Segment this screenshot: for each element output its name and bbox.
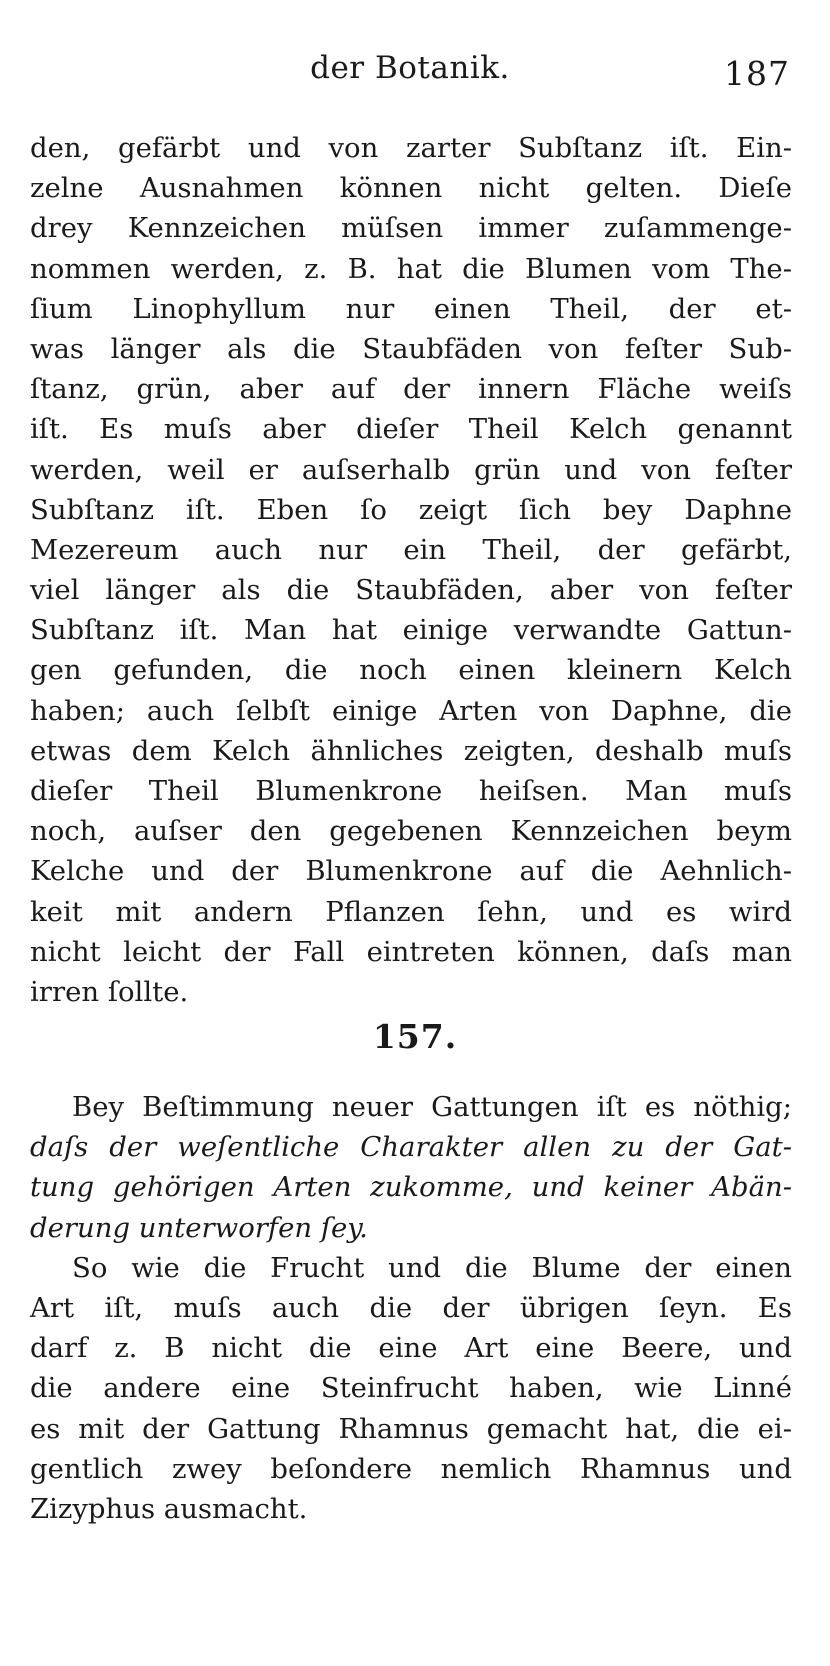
- text-line: drey Kennzeichen müſsen immer zuſammenge-: [30, 212, 792, 245]
- text-line: Zizyphus ausmacht.: [30, 1492, 308, 1525]
- text-line: werden, weil er auſserhalb grün und von feſter: [30, 453, 792, 486]
- text-line: keit mit andern Pflanzen ſehn, und es wird: [30, 895, 792, 928]
- page-header: [30, 50, 790, 93]
- text-line: nicht leicht der Fall eintreten können, daſs man: [30, 935, 792, 968]
- text-line: Art iſt, muſs auch die der übrigen ſeyn. Es: [30, 1291, 792, 1324]
- section-body: [30, 1087, 792, 1529]
- italic-text-line: daſs der weſentliche Charakter allen zu der Gat-: [30, 1131, 792, 1164]
- text-line: Subſtanz iſt. Man hat einige verwandte Gattun-: [30, 614, 792, 647]
- text-line: viel länger als die Staubfäden, aber von feſter: [30, 574, 792, 607]
- text-line: Mezereum auch nur ein Theil, der gefärbt,: [30, 533, 792, 566]
- text-line: Kelche und der Blumenkrone auf die Aehnlich-: [30, 855, 792, 888]
- text-line: etwas dem Kelch ähnliches zeigten, deshalb muſs: [30, 734, 792, 767]
- text-line: irren ſollte.: [30, 975, 189, 1008]
- paragraph-continued: [30, 128, 792, 1012]
- text-line: ſtanz, grün, aber auf der innern Fläche weiſs: [30, 373, 792, 406]
- italic-text-line: derung unterworfen ſey.: [30, 1211, 368, 1244]
- text-line: die andere eine Steinfrucht haben, wie Linné: [30, 1372, 792, 1405]
- text-line: den, gefärbt und von zarter Subſtanz iſt. Ein-: [30, 132, 792, 164]
- text-line: was länger als die Staubfäden von feſter Sub-: [30, 332, 792, 365]
- running-title: der Botanik.: [310, 50, 510, 86]
- text-line: Bey Beſtimmung neuer Gattungen iſt es nöthig;: [72, 1091, 792, 1123]
- text-line: dieſer Theil Blumenkrone heiſsen. Man muſs: [30, 775, 792, 807]
- text-line: haben; auch ſelbſt einige Arten von Daphne, die: [30, 694, 792, 727]
- text-line: Subſtanz iſt. Eben ſo zeigt ſich bey Daphne: [30, 493, 792, 526]
- text-line: gentlich zwey beſondere nemlich Rhamnus und: [30, 1452, 792, 1485]
- text-line: nommen werden, z. B. hat die Blumen vom The-: [30, 252, 792, 285]
- italic-text-line: tung gehörigen Arten zukomme, und keiner Abän-: [30, 1171, 792, 1204]
- text-line: ſium Linophyllum nur einen Theil, der et-: [30, 292, 792, 325]
- text-line: gen gefunden, die noch einen kleinern Kelch: [30, 654, 792, 687]
- text-line: darf z. B nicht die eine Art eine Beere, und: [30, 1332, 792, 1365]
- text-line: iſt. Es muſs aber dieſer Theil Kelch genannt: [30, 413, 792, 446]
- text-line: es mit der Gattung Rhamnus gemacht hat, die ei-: [30, 1412, 792, 1445]
- text-line: zelne Ausnahmen können nicht gelten. Dieſe: [30, 172, 792, 205]
- page-number: 187: [724, 54, 790, 93]
- text-line: noch, auſser den gegebenen Kennzeichen beym: [30, 815, 792, 848]
- text-line: So wie die Frucht und die Blume der einen: [72, 1251, 792, 1284]
- section-number: 157.: [372, 1017, 458, 1056]
